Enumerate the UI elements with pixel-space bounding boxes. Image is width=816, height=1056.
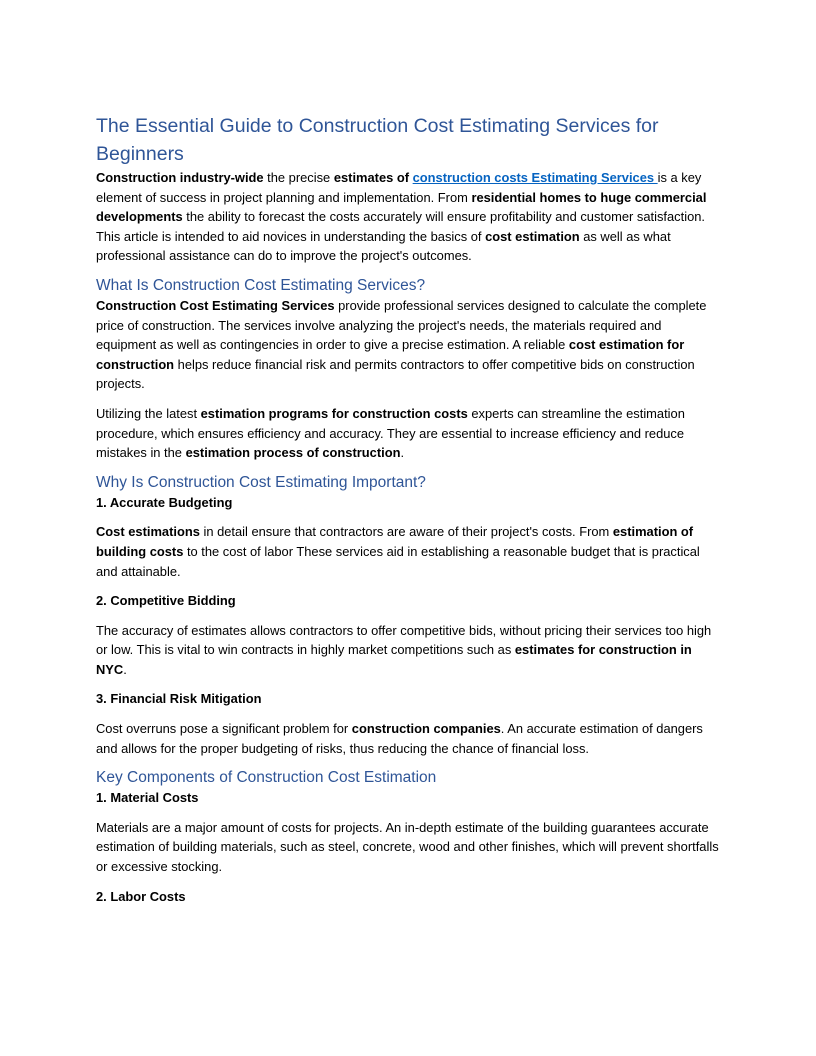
intro-text-2: is a key element of success in project planning and implementation. From [96, 170, 702, 205]
s1p1-bold-2: cost estimation for construction [96, 337, 685, 372]
s1p2-bold-1: estimation programs for construction costs [200, 405, 468, 421]
s1p1-text-2: helps reduce financial risk and permits contractors to offer competitive bids on construction projects. [96, 356, 695, 392]
section-heading-key-components: Key Components of Construction Cost Estimation [96, 769, 437, 787]
subheading-financial-risk: 3. Financial Risk Mitigation [96, 691, 262, 707]
page-title: The Essential Guide to Construction Cost Estimating Services for Beginners [96, 115, 659, 165]
intro-paragraph [96, 168, 720, 266]
document-body [96, 112, 720, 916]
s2p1-text-2: to the cost of labor These services aid in establishing a reasonable budget that is practical and attainable. [96, 543, 700, 579]
intro-bold-2: estimates of [333, 170, 410, 185]
s1p2-bold-2: estimation process of construction [185, 445, 401, 461]
s2p3-text-1: Cost overruns pose a significant problem for [96, 721, 352, 737]
s2p3-text-2: . An accurate estimation of dangers and allows for the proper budgeting of risks, thus reducing the chance of financial loss. [96, 721, 703, 756]
construction-costs-link[interactable]: construction costs Estimating Services [412, 170, 658, 185]
financial-risk-paragraph [96, 719, 720, 758]
section-heading-why-important: Why Is Construction Cost Estimating Important? [96, 473, 426, 491]
s2p1-text-1: in detail ensure that contractors are aware of their project's costs. From [199, 524, 613, 540]
s1p2-text-1: Utilizing the latest [96, 405, 201, 421]
s2p1-bold-1: Cost estimations [96, 524, 200, 540]
s2p2-text-1: The accuracy of estimates allows contractors to offer competitive bids, without pricing their services too high or low. This is vital to win contracts in highly market competitions such as [96, 622, 712, 658]
s1p2-text-2: experts can streamline the estimation procedure, which ensures efficiency and accuracy. They are essential to increase efficiency and reduce mistakes in the [96, 405, 685, 461]
s1p2-text-3: . [400, 445, 405, 461]
section-heading-what-is: What Is Construction Cost Estimating Services? [96, 276, 426, 294]
s2p1-bold-2: estimation of building costs [96, 524, 694, 559]
intro-text-3: the ability to forecast the costs accurately will ensure profitability and customer satisfaction. This article is intended to aid novices in understanding the basics of [96, 209, 705, 244]
material-costs-paragraph: Materials are a major amount of costs for projects. An in-depth estimate of the building guarantees accurate estimation of building materials, such as steel, concrete, wood and other finishes, which will prevent shortfalls or excessive stocking. [96, 819, 719, 875]
what-is-paragraph-2 [96, 404, 720, 463]
s2p2-bold-1: estimates for construction in NYC [96, 642, 692, 677]
intro-bold-4: cost estimation [485, 228, 580, 244]
s2p3-bold-1: construction companies [351, 721, 501, 737]
s1p1-bold-1: Construction Cost Estimating Services [96, 297, 335, 313]
subheading-labor-costs: 2. Labor Costs [96, 888, 186, 904]
intro-text-4: as well as what professional assistance can do to improve the project's outcomes. [96, 228, 671, 264]
intro-bold-1: Construction industry-wide [96, 170, 264, 185]
accurate-budgeting-paragraph [96, 522, 720, 581]
s1p1-text-1: provide professional services designed to calculate the complete price of construction. The services involve analyzing the project's needs, the materials required and equipment as well as contingencies in order to give a precise estimation. A reliable [96, 297, 707, 353]
intro-bold-3: residential homes to huge commercial developments [96, 189, 707, 225]
subheading-competitive-bidding: 2. Competitive Bidding [96, 593, 236, 609]
s2p2-text-2: . [123, 661, 127, 677]
subheading-accurate-budgeting: 1. Accurate Budgeting [96, 494, 233, 510]
intro-text-1: the precise [263, 170, 334, 185]
what-is-paragraph-1 [96, 296, 720, 394]
competitive-bidding-paragraph [96, 621, 720, 680]
subheading-material-costs: 1. Material Costs [96, 790, 199, 806]
